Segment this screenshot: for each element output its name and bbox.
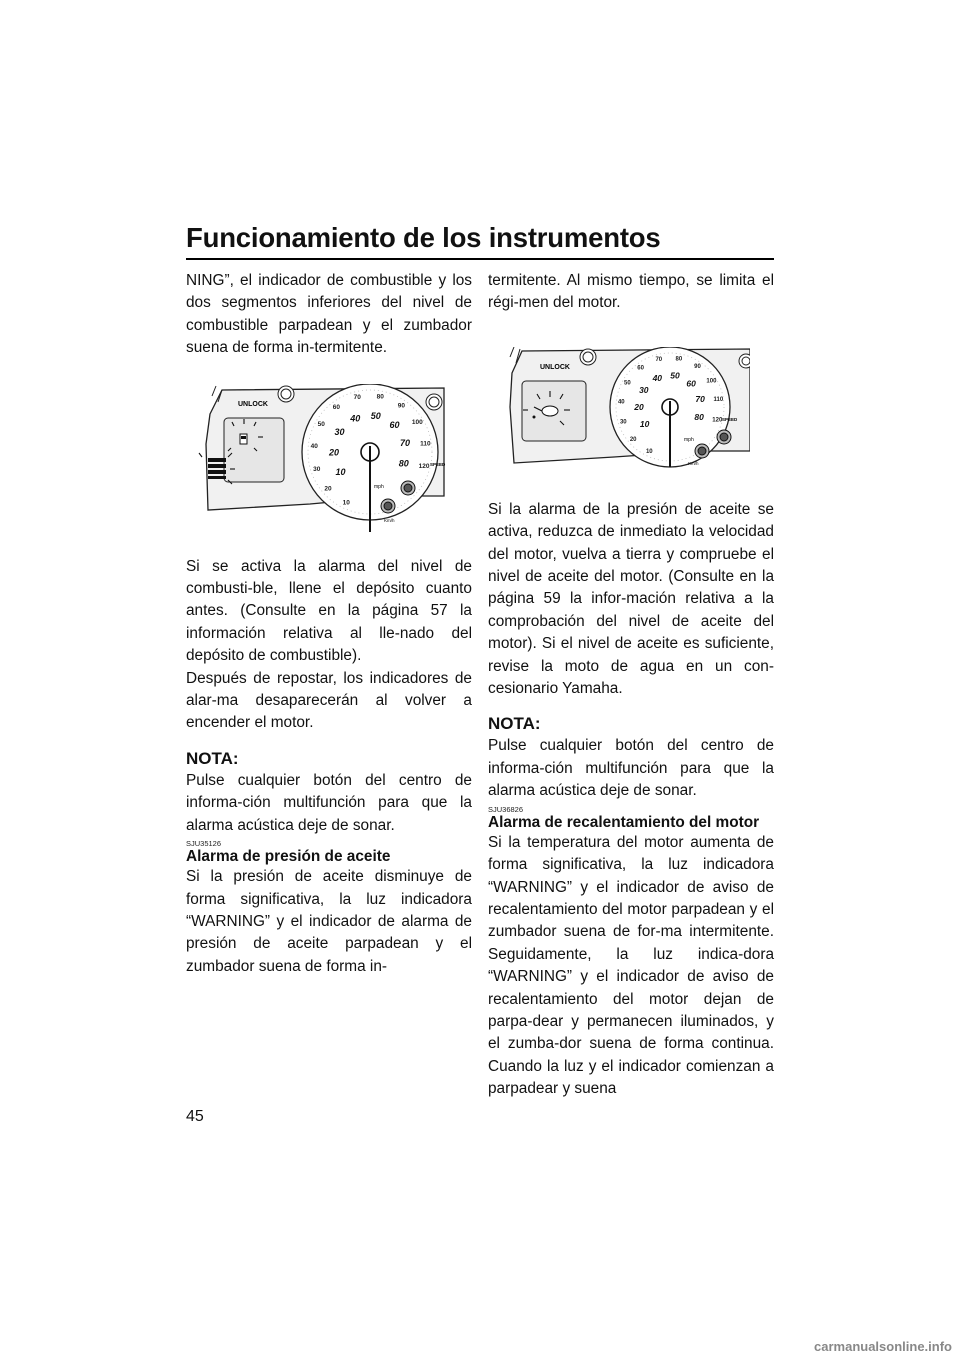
fuel-pump-icon [240, 434, 247, 444]
scale-label: 80 [694, 411, 704, 422]
title-rule [186, 258, 774, 260]
scale-label: 20 [324, 485, 332, 493]
scale-label: 100 [706, 378, 717, 385]
scale-label: 80 [675, 356, 683, 363]
kmh-label: Km/h [384, 517, 395, 523]
left-paragraph-4: Si la presión de aceite disminuye de forma significativa, la luz indicadora “WARNING” y el indicador de alarma de presión de aceite parpadean y el zumbador suena de forma in- [186, 868, 472, 975]
scale-label: 50 [624, 380, 631, 387]
kmh-label: Km/h [688, 460, 699, 466]
right-paragraph-3: Si la temperatura del motor aumenta de forma significativa, la luz indicadora “WARNING” y el indicador de aviso de recalentamiento del motor parpadean y el zumbador suena de for-ma intermitente. Seguidamente, la luz indica-dora “WARNING” y el indicador de aviso de recalentamiento del motor dejan de parpa-dear y permanecen iluminados, y el zumba-dor suena de forma continua. Cuando la luz y el indicador comienzan a parpadear y suena [488, 833, 774, 1098]
scale-label: 90 [397, 401, 406, 409]
scale-label: 70 [399, 437, 411, 448]
scale-label: 50 [370, 410, 381, 421]
scale-label: 30 [639, 384, 649, 395]
scale-label: 60 [389, 419, 400, 430]
right-paragraph-2: Si la alarma de la presión de aceite se activa, reduzca de inmediato la velocidad del motor, vuelva a tierra y compruebe el nivel de aceite del motor. (Consulte en la página 59 la infor-mación relativa a la comprobación del nivel de aceite del motor). Si el nivel de aceite es suficiente, revise la moto de agua en un con-cesionario Yamaha. [488, 500, 774, 698]
scale-label: 110 [713, 396, 724, 403]
scale-label: 70 [353, 393, 361, 401]
nota-text: Pulse cualquier botón del centro de informa-ción multifunción para que la alarma acústica deje de sonar. [186, 771, 472, 834]
oil-pressure-gauge-illustration [494, 347, 750, 477]
unlock-label: UNLOCK [238, 400, 268, 408]
page-title: Funcionamiento de los instrumentos [186, 222, 661, 253]
scale-label: 120 [712, 417, 723, 424]
speed-label: SPEED [722, 416, 738, 422]
scale-label: 10 [639, 418, 650, 429]
scale-label: 50 [670, 370, 680, 381]
scale-label: 110 [420, 439, 431, 447]
section-title-oil-pressure: Alarma de presión de aceite [186, 848, 391, 866]
nota-heading: NOTA: [186, 748, 239, 768]
right-paragraph-1: termitente. Al mismo tiempo, se limita el régi-men del motor. [488, 272, 774, 312]
scale-label: 20 [629, 436, 637, 443]
mph-label: mph [684, 436, 694, 443]
scale-label: 80 [376, 393, 384, 401]
left-paragraph-2: Si se activa la alarma del nivel de combusti-ble, llene el depósito cuanto antes. (Consulte en la página 57 la información relativa al lle-nado del depósito de combustible). [186, 557, 472, 665]
speed-label: SPEED [430, 461, 446, 467]
section-code: SJU35126 [186, 839, 222, 849]
scale-label: 30 [334, 426, 345, 437]
mph-label: mph [374, 483, 384, 490]
scale-label: 70 [695, 393, 705, 404]
scale-label: 40 [350, 413, 361, 424]
footer-watermark: carmanualsonline.info [814, 1339, 952, 1354]
scale-label: 50 [317, 420, 325, 428]
scale-label: 20 [328, 446, 340, 457]
page-number: 45 [186, 1108, 204, 1125]
scale-label: 90 [694, 363, 701, 370]
scale-label: 30 [619, 419, 627, 426]
scale-label: 100 [411, 418, 423, 426]
nota-text: Pulse cualquier botón del centro de informa-ción multifunción para que la alarma acústica deje de sonar. [488, 737, 774, 800]
scale-label: 20 [634, 401, 644, 412]
scale-label: 10 [342, 499, 350, 507]
scale-label: 60 [686, 378, 696, 389]
unlock-label: UNLOCK [540, 363, 570, 371]
scale-label: 10 [335, 466, 346, 477]
right-column [488, 270, 774, 1101]
scale-label: 10 [645, 448, 653, 455]
scale-label: 30 [313, 465, 321, 473]
scale-label: 40 [310, 442, 318, 450]
left-column [186, 270, 472, 978]
scale-label: 60 [332, 403, 341, 411]
fuel-warning-gauge-illustration [198, 384, 448, 532]
left-paragraph-1: NING”, el indicador de combustible y los dos segmentos inferiores del nivel de combustible parpadean y el zumbador suena de forma in-termitente. [186, 272, 472, 357]
scale-label: 120 [418, 462, 430, 470]
scale-label: 60 [637, 365, 644, 372]
scale-label: 80 [398, 458, 409, 469]
section-code: SJU36826 [488, 804, 524, 814]
scale-label: 70 [655, 356, 663, 363]
scale-label: 40 [652, 372, 663, 383]
nota-heading: NOTA: [488, 714, 541, 734]
section-title-overheat: Alarma de recalentamiento del motor [488, 813, 760, 831]
scale-label: 40 [617, 399, 625, 406]
left-paragraph-3: Después de repostar, los indicadores de alar-ma desaparecerán al volver a encender el motor. [186, 669, 472, 732]
